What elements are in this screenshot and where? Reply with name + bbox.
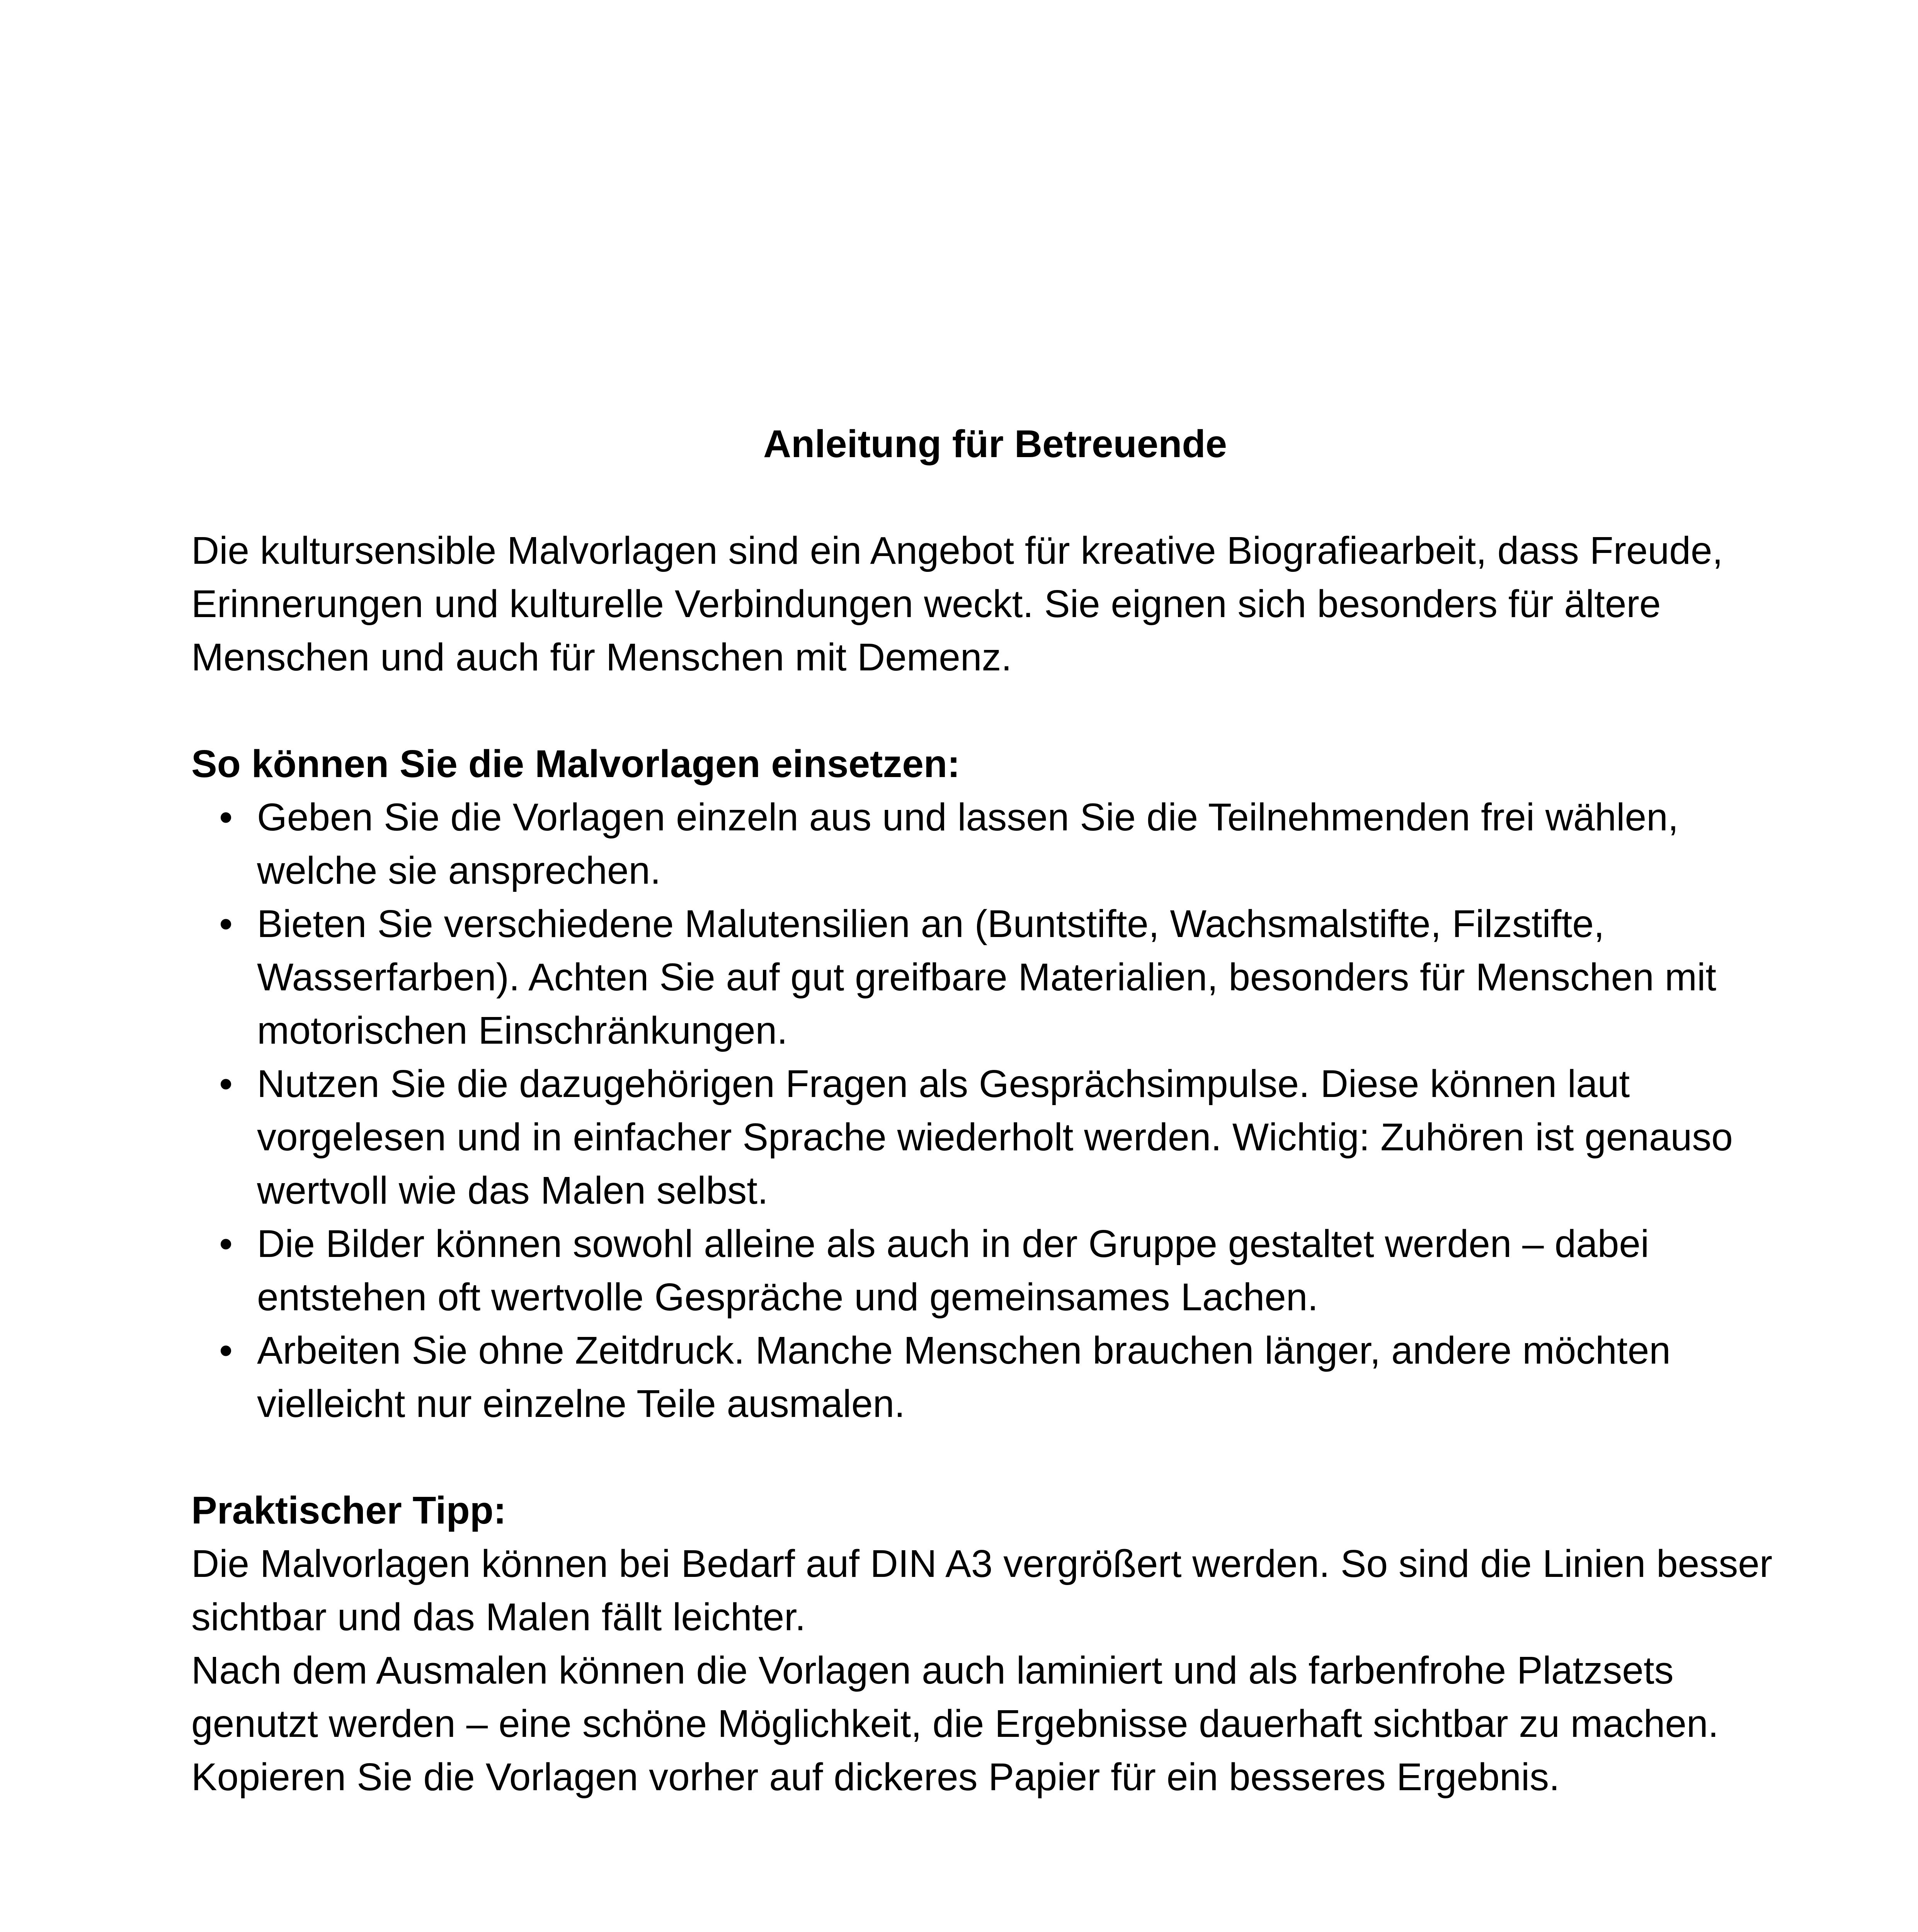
list-item-text: Bieten Sie verschiedene Malutensilien an (Buntstifte, Wachsmalstifte, Filzstifte, Wasserfarben). Achten Sie auf gut greifbare Materialien, besonders für Menschen mit motorischen Einschränkungen.: [257, 902, 1716, 1052]
usage-list: [191, 791, 1799, 1430]
bullet-icon: •: [219, 1329, 233, 1372]
list-item: [191, 897, 1799, 1057]
list-item: [191, 791, 1799, 897]
bullet-icon: •: [219, 1222, 233, 1265]
bullet-icon: •: [219, 1062, 233, 1105]
page-title: Anleitung für Betreuende: [763, 422, 1227, 466]
tip-paragraph: Nach dem Ausmalen können die Vorlagen auch laminiert und als farbenfrohe Platzsets genutzt werden – eine schöne Möglichkeit, die Ergebnisse dauerhaft sichtbar zu machen. Kopieren Sie die Vorlagen vorher auf dickeres Papier für ein besseres Ergebnis.: [191, 1649, 1719, 1799]
list-item: [191, 1324, 1799, 1430]
list-item: [191, 1057, 1799, 1217]
list-item-text: Die Bilder können sowohl alleine als auch in der Gruppe gestaltet werden – dabei entstehen oft wertvolle Gespräche und gemeinsames Lachen.: [257, 1222, 1649, 1319]
list-item-text: Geben Sie die Vorlagen einzeln aus und lassen Sie die Teilnehmenden frei wählen, welche sie ansprechen.: [257, 796, 1679, 892]
list-item: [191, 1217, 1799, 1324]
document-content: [191, 417, 1799, 1804]
tip-heading: Praktischer Tipp:: [191, 1489, 507, 1532]
bullet-icon: •: [219, 796, 233, 839]
list-item-text: Arbeiten Sie ohne Zeitdruck. Manche Menschen brauchen länger, andere möchten vielleicht nur einzelne Teile ausmalen.: [257, 1329, 1671, 1425]
tip-paragraph: Die Malvorlagen können bei Bedarf auf DIN A3 vergrößert werden. So sind die Linien besser sichtbar und das Malen fällt leichter.: [191, 1542, 1773, 1639]
usage-heading: So können Sie die Malvorlagen einsetzen:: [191, 742, 960, 786]
intro-paragraph: Die kultursensible Malvorlagen sind ein Angebot für kreative Biografiearbeit, dass Freude, Erinnerungen und kulturelle Verbindungen weckt. Sie eignen sich besonders für ältere Menschen und auch für Menschen mit Demenz.: [191, 529, 1723, 679]
bullet-icon: •: [219, 902, 233, 946]
list-item-text: Nutzen Sie die dazugehörigen Fragen als Gesprächsimpulse. Diese können laut vorgelesen und in einfacher Sprache wiederholt werden. Wichtig: Zuhören ist genauso wertvoll wie das Malen selbst.: [257, 1062, 1733, 1212]
